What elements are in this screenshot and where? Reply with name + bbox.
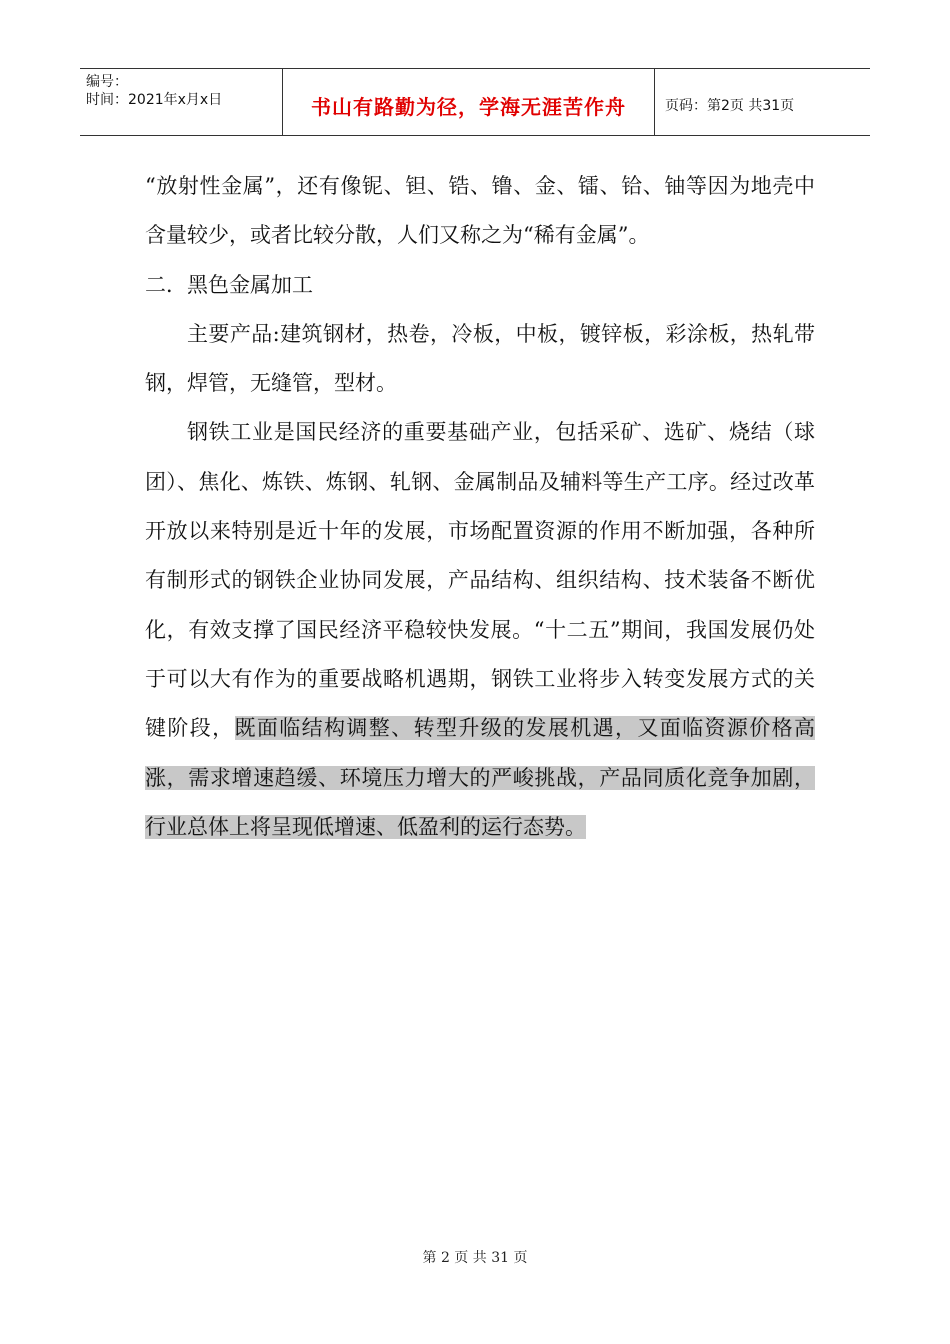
paragraph-rare-metals: “放射性金属”，还有像铌、钽、锆、镥、金、镭、铪、铀等因为地壳中含量较少，或者比较分散，人们又称之为“稀有金属”。 xyxy=(145,174,815,248)
header-motto: 书山有路勤为径，学海无涯苦作舟 xyxy=(311,94,626,119)
header-page-info-cell xyxy=(655,69,870,135)
section-heading-ferrous-metal: 二．黑色金属加工 xyxy=(145,272,313,297)
paragraph-steel-text: 钢铁工业是国民经济的重要基础产业，包括采矿、选矿、烧结（球团）、焦化、炼铁、炼钢、轧钢、金属制品及辅料等生产工序。经过改革开放以来特别是近十年的发展，市场配置资源的作用不断加强，各种所有制形式的钢铁企业协同发展，产品结构、组织结构、技术装备不断优化，有效支撑了国民经济平稳较快发展。“十二五”期间，我国发展仍处于可以大有作为的重要战略机遇期，钢铁工业将步入转变发展方式的关键阶段， xyxy=(145,420,815,741)
paragraph-steel-industry xyxy=(145,408,815,852)
number-label: 编号： xyxy=(86,74,128,90)
page-header xyxy=(80,68,870,136)
time-label: 时间：2021年x月x日 xyxy=(86,92,223,108)
highlighted-text: 既面临结构调整、转型升级的发展机遇，又面临资源价格高涨，需求增速趋缓、环境压力增大的严峻挑战，产品同质化竞争加剧，行业总体上将呈现低增速、低盈利的运行态势。 xyxy=(145,716,816,839)
header-page-info: 页码：第2页 共31页 xyxy=(665,98,795,114)
header-motto-cell xyxy=(282,69,655,135)
paragraph-main-products: 主要产品:建筑钢材，热卷，冷板，中板，镀锌板，彩涂板，热轧带钢，焊管，无缝管，型材。 xyxy=(145,321,815,396)
document-body xyxy=(145,162,815,852)
page-footer: 第 2 页 共 31 页 xyxy=(422,1250,528,1266)
header-meta xyxy=(80,69,282,135)
